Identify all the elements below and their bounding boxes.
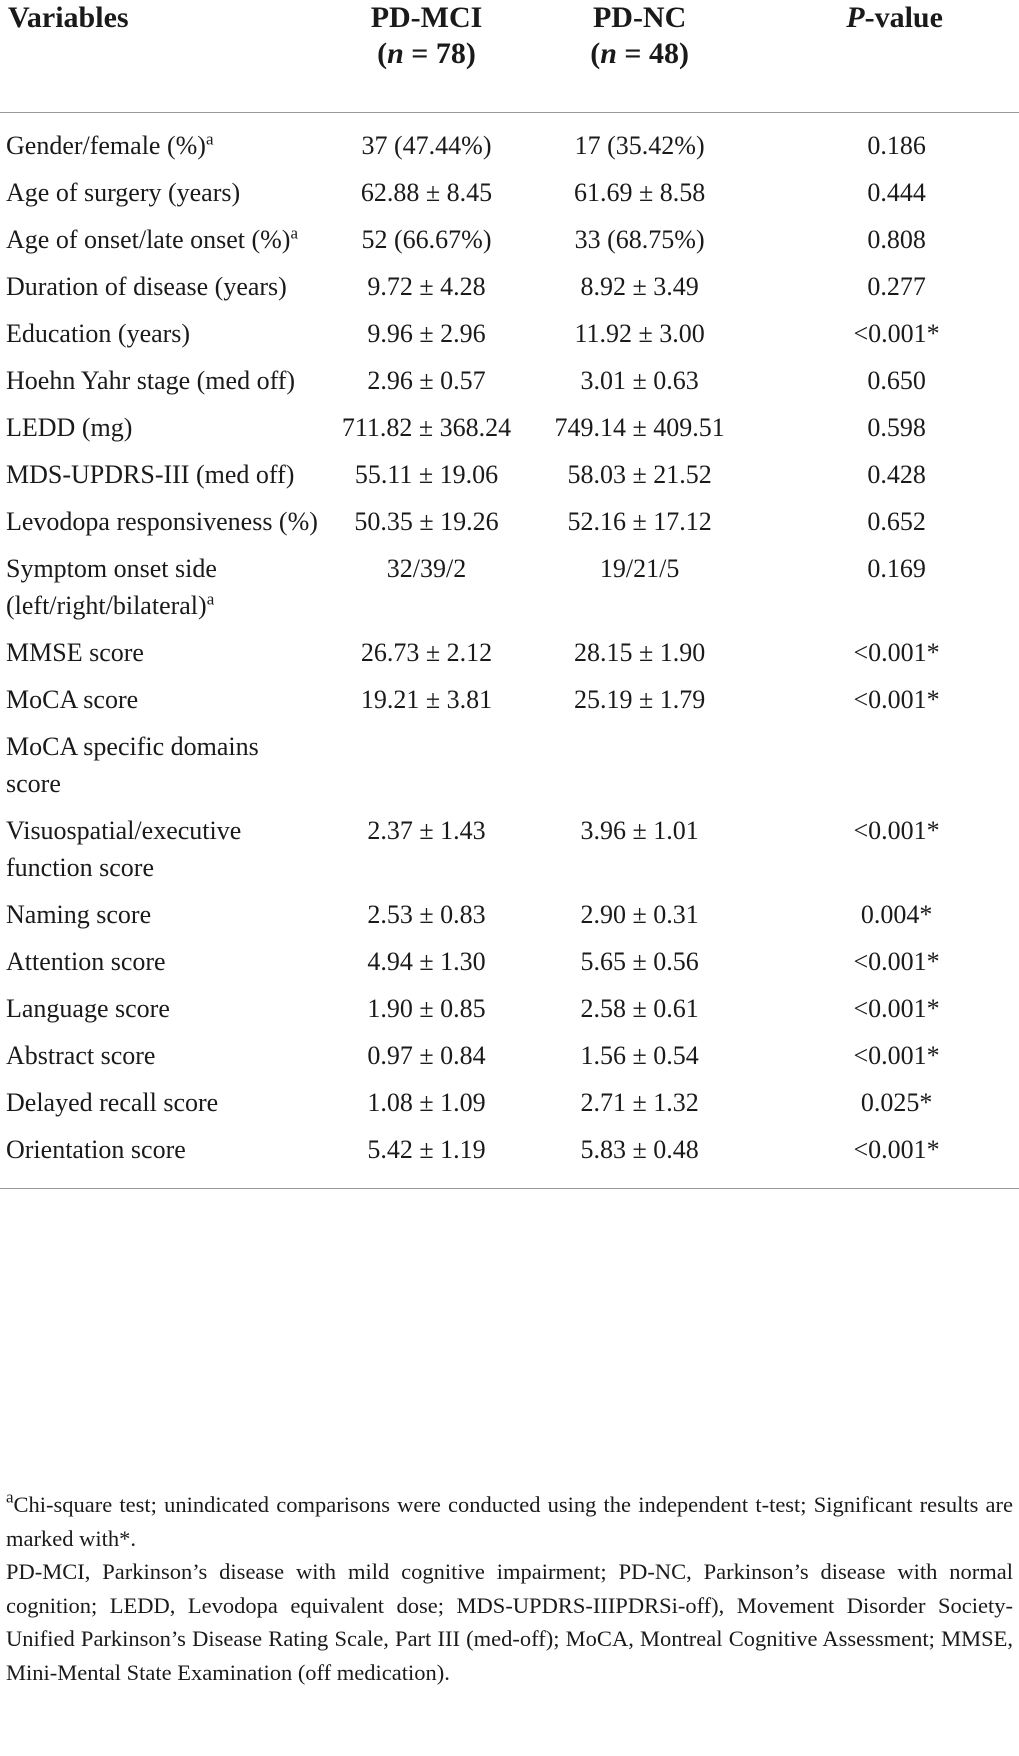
table-row <box>0 990 1019 1037</box>
cell-pd-mci: 50.35 ± 19.26 <box>354 506 499 536</box>
cell-pd-nc: 28.15 ± 1.90 <box>573 637 706 667</box>
cell-p-value: <0.001* <box>853 1040 940 1070</box>
header-pd-mci-name: PD-MCI <box>370 1 483 34</box>
cell-pd-mci: 37 (47.44%) <box>361 130 492 160</box>
cell-variable: MMSE score <box>6 637 144 667</box>
cell-p-value: 0.169 <box>867 553 926 583</box>
cell-p-value: 0.650 <box>867 365 926 395</box>
cell-pd-nc: 52.16 ± 17.12 <box>567 506 712 536</box>
table-row <box>0 112 1019 174</box>
cell-variable: Age of onset/late onset (%)$^a$ <box>6 223 299 254</box>
cell-pd-nc: 25.19 ± 1.79 <box>573 684 706 714</box>
cell-pd-mci: 1.08 ± 1.09 <box>367 1087 486 1117</box>
table-footnotes <box>6 1488 1013 1689</box>
table-row <box>0 1037 1019 1084</box>
cell-pd-nc: 17 (35.42%) <box>574 130 705 160</box>
cell-pd-mci <box>320 728 533 812</box>
cell-pd-mci: 0.97 ± 0.84 <box>367 1040 486 1070</box>
cell-pd-mci: 711.82 ± 368.24 <box>341 412 512 442</box>
cell-pd-mci: 19.21 ± 3.81 <box>360 684 493 714</box>
superscript-marker: a <box>205 129 214 149</box>
cell-p-value: 0.444 <box>867 177 926 207</box>
cell-pd-nc: 11.92 ± 3.00 <box>574 318 705 348</box>
cell-p-value: 0.004* <box>860 899 933 929</box>
cell-pd-nc: 5.83 ± 0.48 <box>533 1131 746 1189</box>
cell-p-value: <0.001* <box>746 1131 1019 1189</box>
header-pd-nc <box>533 0 746 112</box>
cell-variable: Symptom onset side (left/right/bilateral)$^a$ <box>6 553 217 620</box>
cell-p-value: <0.001* <box>853 993 940 1023</box>
table-header <box>0 0 1019 112</box>
table-row <box>0 1131 1019 1189</box>
cell-variable: Attention score <box>6 946 166 976</box>
cell-pd-nc: 2.90 ± 0.31 <box>580 899 699 929</box>
footnote-chi-square <box>6 1488 1013 1555</box>
cell-variable: Visuospatial/executive function score <box>6 815 242 882</box>
table-row <box>0 634 1019 681</box>
cell-pd-nc: 8.92 ± 3.49 <box>580 271 699 301</box>
header-p-value: P-value <box>846 1 943 34</box>
table-row <box>0 812 1019 896</box>
cell-p-value: 0.428 <box>867 459 926 489</box>
cell-p-value: 0.808 <box>867 224 926 254</box>
cell-variable: MoCA score <box>6 684 139 714</box>
cell-pd-nc: 58.03 ± 21.52 <box>567 459 712 489</box>
cell-pd-nc <box>533 728 746 812</box>
table-row <box>0 456 1019 503</box>
header-pd-nc-name: PD-NC <box>592 1 687 34</box>
cell-variable: Levodopa responsiveness (%) <box>6 506 318 536</box>
cell-pd-nc: 61.69 ± 8.58 <box>573 177 706 207</box>
table-row <box>0 221 1019 268</box>
footnote-abbreviations: PD-MCI, Parkinson’s disease with mild cognitive impairment; PD-NC, Parkinson’s disease with normal cognition; LEDD, Levodopa equivalent dose; MDS-UPDRS-IIIPDRSi-off), Movement Disorder Society-Unified Parkinson’s Disease Rating Scale, Part III (med-off); MoCA, Montreal Cognitive Assessment; MMSE, Mini-Mental State Examination (off medication). <box>6 1559 1013 1685</box>
table-row <box>0 550 1019 634</box>
superscript-marker: a <box>290 223 299 243</box>
cell-variable: Abstract score <box>6 1040 156 1070</box>
cell-pd-nc: 749.14 ± 409.51 <box>554 412 725 442</box>
cell-p-value: 0.186 <box>867 130 926 160</box>
table-row <box>0 409 1019 456</box>
cell-pd-nc: 33 (68.75%) <box>574 224 705 254</box>
table-row <box>0 728 1019 812</box>
cell-variable: Duration of disease (years) <box>6 271 287 301</box>
cell-pd-nc: 2.71 ± 1.32 <box>580 1087 699 1117</box>
cell-pd-mci: 26.73 ± 2.12 <box>360 637 493 667</box>
cell-p-value: <0.001* <box>853 815 940 845</box>
table-row <box>0 943 1019 990</box>
cell-pd-mci: 52 (66.67%) <box>361 224 492 254</box>
footnote-chi-square-text: Chi-square test; unindicated comparisons were conducted using the independent t-test; Significant results are marked with*. <box>6 1492 1013 1551</box>
cell-variable: Education (years) <box>6 318 191 348</box>
cell-pd-nc: 3.96 ± 1.01 <box>580 815 699 845</box>
cell-pd-nc: 19/21/5 <box>599 553 680 583</box>
cell-variable: Language score <box>6 993 170 1023</box>
cell-p-value <box>746 728 1019 812</box>
header-pd-mci-n: (n = 78) <box>377 37 476 70</box>
cell-pd-mci: 32/39/2 <box>386 553 467 583</box>
cell-pd-mci: 2.53 ± 0.83 <box>367 899 486 929</box>
cell-variable: Orientation score <box>0 1131 320 1189</box>
cell-variable: Gender/female (%)$^a$ <box>6 129 214 160</box>
table-row <box>0 362 1019 409</box>
table-row <box>0 315 1019 362</box>
cell-p-value: <0.001* <box>853 318 940 348</box>
cell-variable: Naming score <box>6 899 152 929</box>
cell-pd-mci: 2.37 ± 1.43 <box>367 815 486 845</box>
cell-p-value: 0.652 <box>867 506 926 536</box>
cell-pd-mci: 4.94 ± 1.30 <box>367 946 486 976</box>
table-row <box>0 896 1019 943</box>
cell-p-value: <0.001* <box>853 946 940 976</box>
footnote-marker: a <box>6 1487 14 1507</box>
table-row <box>0 174 1019 221</box>
cell-pd-mci: 62.88 ± 8.45 <box>360 177 493 207</box>
table-row <box>0 503 1019 550</box>
cell-variable: MoCA specific domains score <box>6 731 259 798</box>
cell-pd-mci: 2.96 ± 0.57 <box>367 365 486 395</box>
table-row <box>0 1084 1019 1131</box>
cell-p-value: 0.277 <box>867 271 926 301</box>
cell-pd-nc: 1.56 ± 0.54 <box>580 1040 699 1070</box>
cell-pd-mci: 5.42 ± 1.19 <box>320 1131 533 1189</box>
cell-variable: Hoehn Yahr stage (med off) <box>6 365 296 395</box>
cell-p-value: <0.001* <box>853 637 940 667</box>
superscript-marker: a <box>206 589 215 609</box>
cell-variable: MDS-UPDRS-III (med off) <box>6 459 295 489</box>
header-pd-nc-n: (n = 48) <box>590 37 689 70</box>
cell-variable: Delayed recall score <box>6 1087 219 1117</box>
cell-variable: Age of surgery (years) <box>6 177 241 207</box>
header-pd-mci <box>320 0 533 112</box>
table-row <box>0 268 1019 315</box>
header-row <box>0 0 1019 112</box>
cell-pd-mci: 55.11 ± 19.06 <box>354 459 499 489</box>
cell-p-value: 0.025* <box>860 1087 933 1117</box>
cell-pd-nc: 2.58 ± 0.61 <box>580 993 699 1023</box>
table-row <box>0 681 1019 728</box>
cell-p-value: <0.001* <box>853 684 940 714</box>
cell-p-value: 0.598 <box>867 412 926 442</box>
table-body <box>0 112 1019 1188</box>
cell-pd-mci: 1.90 ± 0.85 <box>367 993 486 1023</box>
header-variables: Variables <box>8 1 129 34</box>
cell-pd-mci: 9.72 ± 4.28 <box>367 271 486 301</box>
cell-pd-nc: 3.01 ± 0.63 <box>580 365 699 395</box>
cell-pd-mci: 9.96 ± 2.96 <box>367 318 486 348</box>
cell-variable: LEDD (mg) <box>6 412 133 442</box>
cell-pd-nc: 5.65 ± 0.56 <box>580 946 699 976</box>
